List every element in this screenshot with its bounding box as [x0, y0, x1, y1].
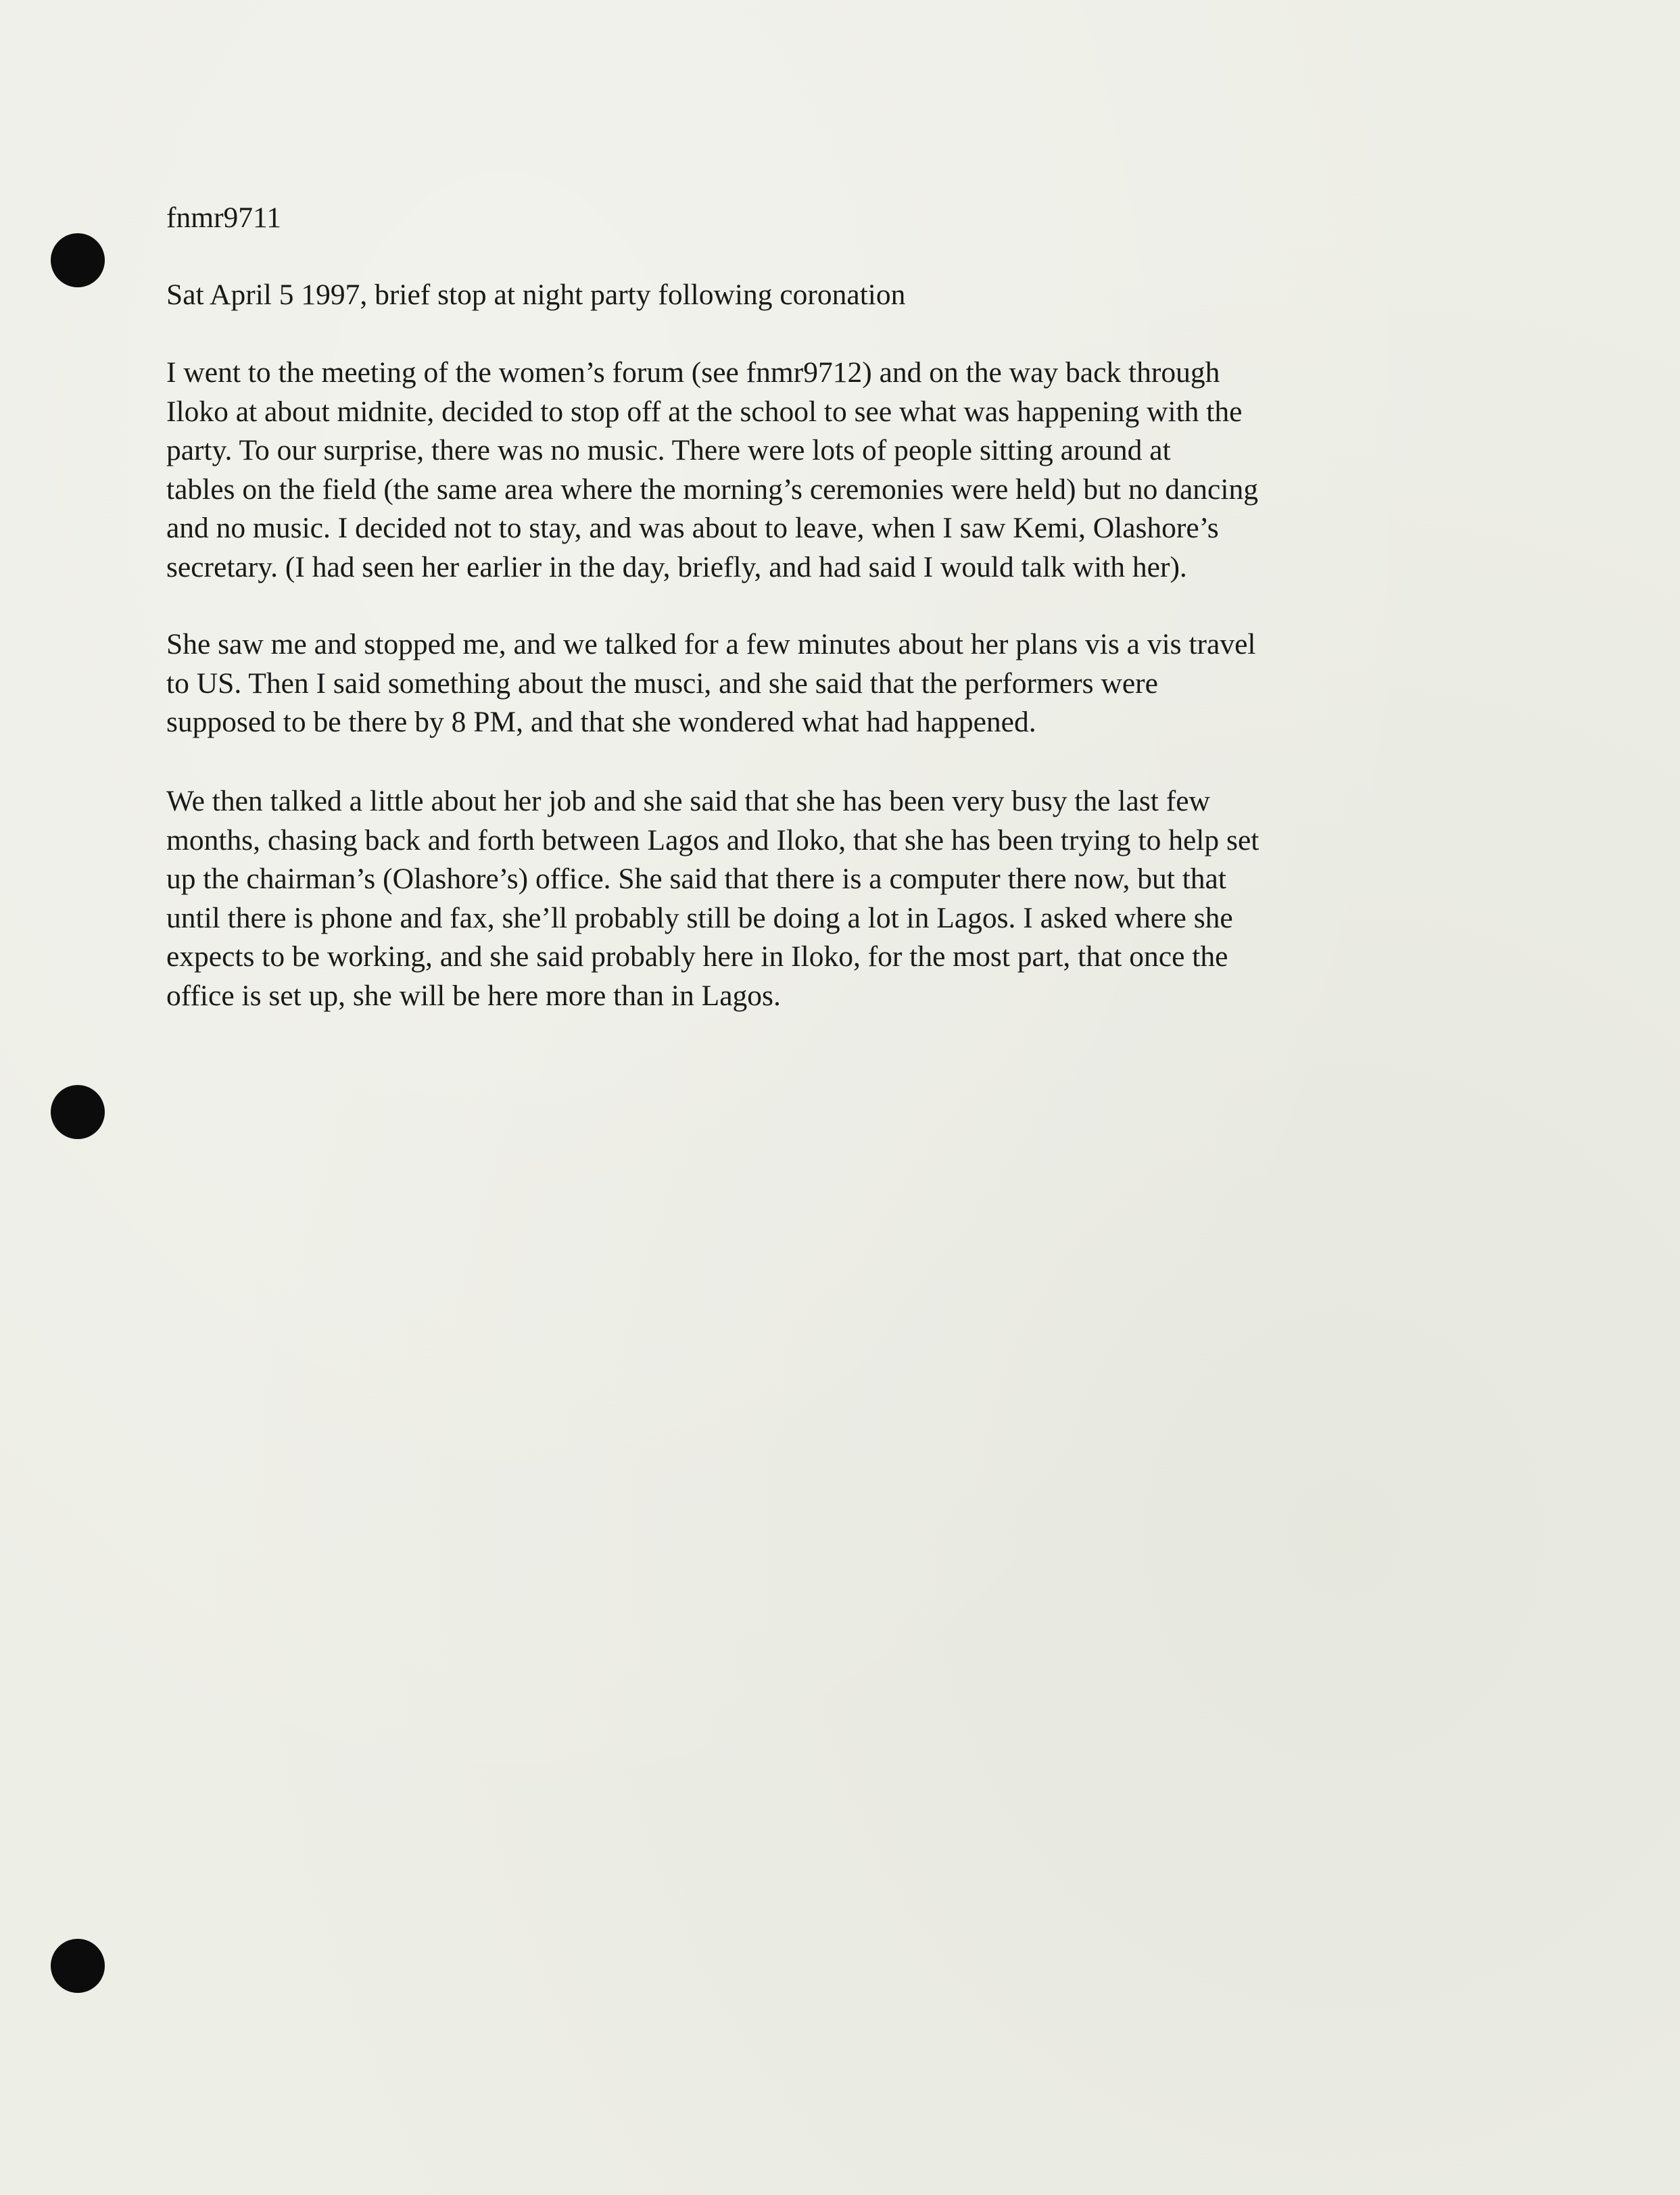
paragraph-line: and no music. I decided not to stay, and was about to leave, when I saw Kemi, Olashore’s — [166, 512, 1219, 544]
paragraph-line: Iloko at about midnite, decided to stop off at the school to see what was happening with the — [166, 395, 1243, 428]
paragraph-line: tables on the field (the same area where the morning’s ceremonies were held) but no dancing — [166, 473, 1258, 506]
paragraph-line: She saw me and stopped me, and we talked for a few minutes about her plans vis a vis travel — [166, 628, 1256, 660]
punch-hole-bottom — [51, 1939, 105, 1993]
paragraph-line: months, chasing back and forth between Lagos and Iloko, that she has been trying to help set — [166, 823, 1259, 857]
punch-hole-middle — [51, 1085, 105, 1139]
paragraph-line: We then talked a little about her job and she said that she has been very busy the last few — [166, 785, 1210, 817]
date-heading: Sat April 5 1997, brief stop at night party following coronation — [166, 279, 906, 311]
punch-hole-top — [51, 233, 105, 287]
paragraph-line: secretary. (I had seen her earlier in the day, briefly, and had said I would talk with her). — [166, 550, 1187, 583]
paragraph-line: I went to the meeting of the women’s forum (see fnmr9712) and on the way back through — [166, 356, 1220, 389]
paragraph-2 — [166, 625, 1505, 742]
paragraph-line: party. To our surprise, there was no music. There were lots of people sitting around at — [166, 434, 1171, 466]
paragraph-line: until there is phone and fax, she’ll probably still be doing a lot in Lagos. I asked where she — [166, 901, 1233, 934]
paragraph-1 — [166, 354, 1505, 587]
paragraph-3 — [166, 782, 1505, 1015]
paragraph-line: supposed to be there by 8 PM, and that she wondered what had happened. — [166, 706, 1036, 738]
paragraph-line: office is set up, she will be here more than in Lagos. — [166, 979, 781, 1012]
paragraph-line: expects to be working, and she said probably here in Iloko, for the most part, that once the — [166, 940, 1228, 973]
paragraph-line: up the chairman’s (Olashore’s) office. She said that there is a computer there now, but that — [166, 863, 1226, 895]
paragraph-line: to US. Then I said something about the musci, and she said that the performers were — [166, 667, 1158, 700]
file-id: fnmr9711 — [166, 201, 281, 234]
